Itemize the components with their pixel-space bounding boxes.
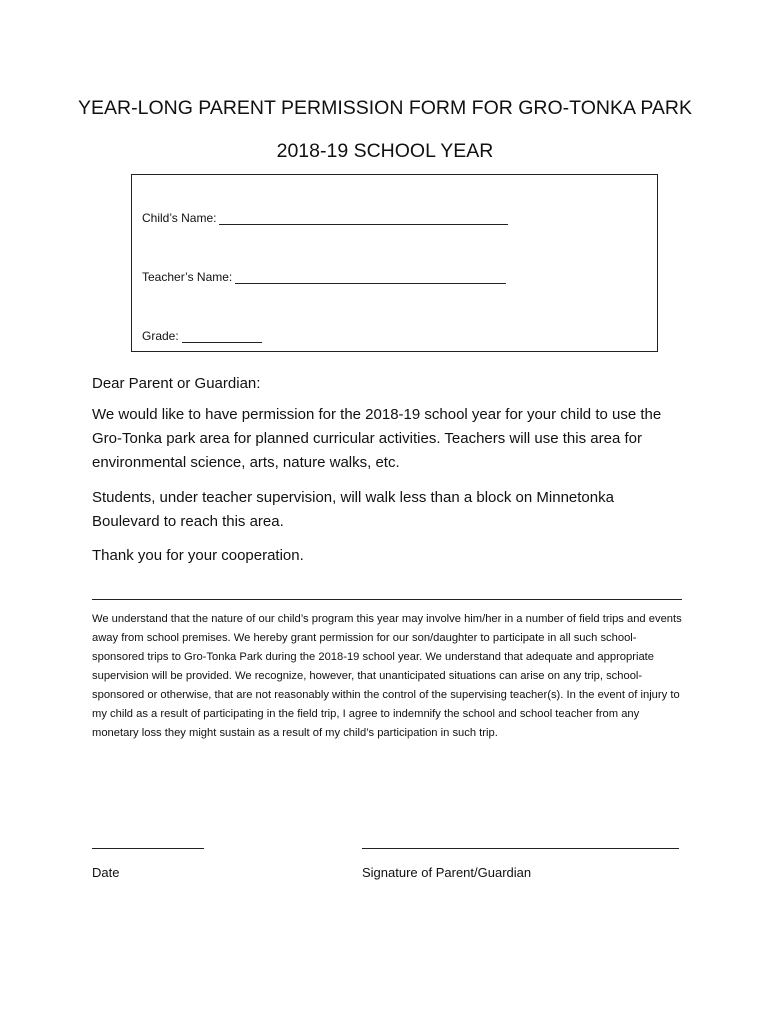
agreement-text: We understand that the nature of our child’s program this year may involve him/her in a number of field trips and events away from school premises. We hereby grant permission for our son/daughter to participate in all such school-sponsored trips to Gro-Tonka Park during the 2018-19 school year. We understand that adequate and appropriate supervision will be provided. We recognize, however, that unanticipated situations can arise on any trip, school-sponsored or otherwise, that are not reasonably within the control of the supervising teacher(s). In the event of injury to my child as a result of participating in the field trip, I agree to indemnify the school and school teacher from any monetary loss they might sustain as a result of my child’s participation in such trip. [92, 613, 682, 739]
signature-blank-line[interactable] [362, 848, 679, 849]
form-title: YEAR-LONG PARENT PERMISSION FORM FOR GRO-TONKA PARK [78, 97, 692, 119]
teacher-name-label: Teacher’s Name: [142, 270, 233, 284]
date-blank-line[interactable] [92, 848, 204, 849]
child-name-field[interactable] [142, 211, 508, 225]
letter-paragraph-supervision: Students, under teacher supervision, will walk less than a block on Minnetonka Boulevard to reach this area. [92, 489, 614, 530]
child-name-label: Child’s Name: [142, 211, 217, 225]
section-divider [92, 599, 682, 600]
teacher-name-blank-line[interactable] [235, 271, 506, 284]
letter-paragraph-purpose: We would like to have permission for the 2018-19 school year for your child to use the Gro-Tonka park area for planned curricular activities. Teachers will use this area for environmental science, arts, nature walks, etc. [92, 406, 662, 471]
student-info-box [131, 174, 658, 352]
date-label: Date [92, 865, 120, 880]
signature-label: Signature of Parent/Guardian [362, 865, 532, 880]
letter-salutation: Dear Parent or Guardian: [92, 375, 261, 392]
grade-field[interactable] [142, 329, 262, 343]
grade-blank-line[interactable] [182, 330, 262, 343]
grade-label: Grade: [142, 329, 179, 343]
letter-paragraph-thanks: Thank you for your cooperation. [92, 547, 304, 564]
school-year-subtitle: 2018-19 SCHOOL YEAR [276, 140, 494, 162]
child-name-blank-line[interactable] [219, 212, 508, 225]
teacher-name-field[interactable] [142, 270, 506, 284]
